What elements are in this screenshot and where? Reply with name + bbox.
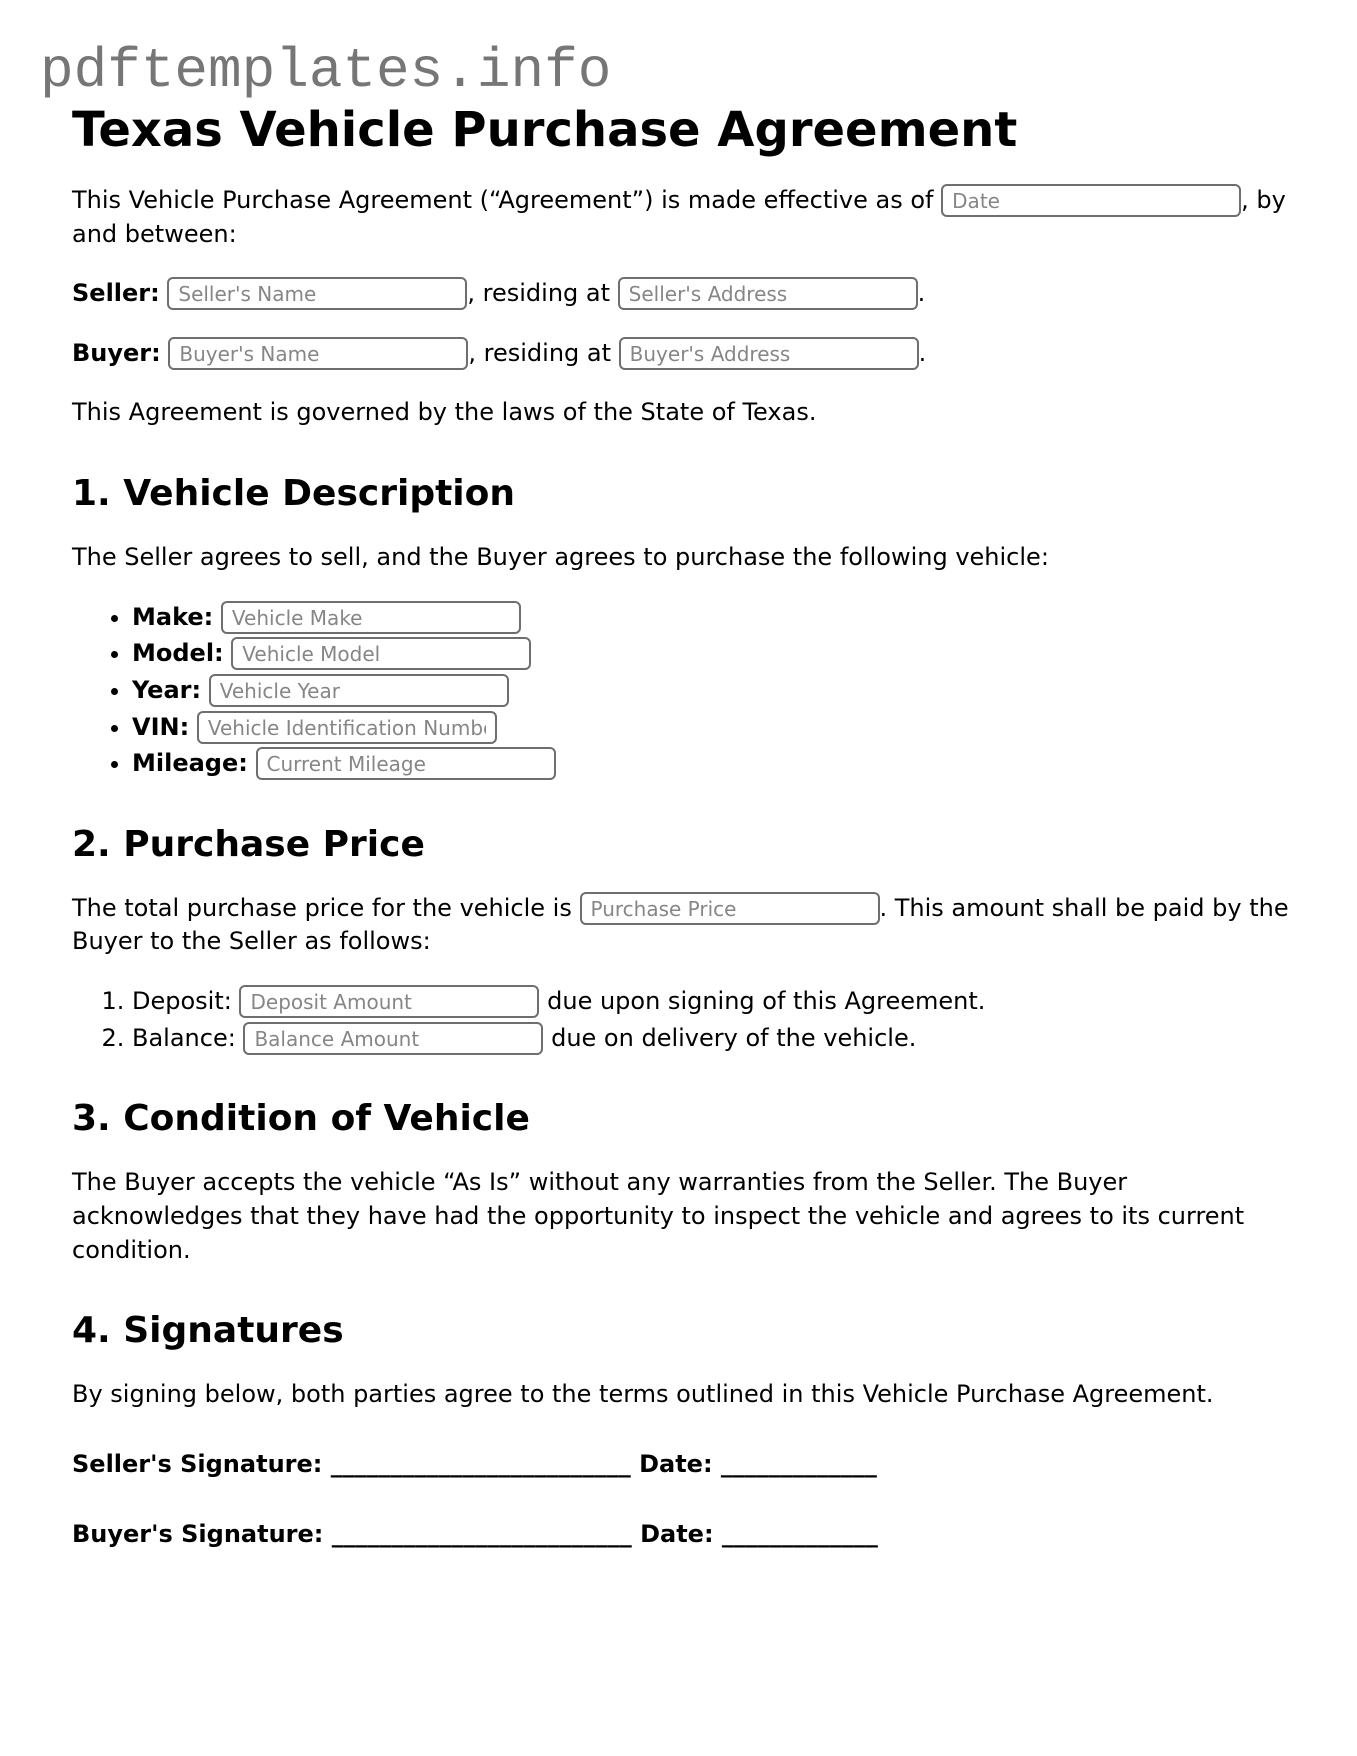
- governing-law-text: This Agreement is governed by the laws of the State of Texas.: [72, 398, 817, 427]
- list-item-mileage: [132, 747, 1290, 781]
- make-label: Make:: [132, 602, 214, 631]
- buyer-signature-label: Buyer's Signature:: [72, 1519, 324, 1548]
- seller-signature-line: _________________________: [330, 1450, 631, 1479]
- mileage-input[interactable]: [256, 747, 556, 780]
- section-heading-vehicle-description: 1. Vehicle Description: [72, 472, 516, 514]
- seller-label: Seller:: [72, 279, 160, 308]
- vehicle-description-intro: The Seller agrees to sell, and the Buyer agrees to purchase the following vehicle:: [72, 543, 1049, 572]
- balance-label: Balance:: [132, 1023, 236, 1052]
- balance-amount-input[interactable]: [243, 1022, 543, 1055]
- intro-paragraph: [72, 184, 1290, 251]
- seller-line-end: .: [917, 279, 926, 308]
- vehicle-fields-list: [72, 601, 1290, 781]
- buyer-label: Buyer:: [72, 338, 161, 367]
- balance-suffix-text: due on delivery of the vehicle.: [551, 1023, 917, 1052]
- list-item-balance: [132, 1022, 1290, 1056]
- purchase-price-after-text: . This amount shall be paid by the Buyer to the Seller as follows:: [72, 893, 1289, 956]
- list-item-year: [132, 674, 1290, 708]
- buyer-line-end: .: [918, 338, 927, 367]
- buyer-address-input[interactable]: [619, 337, 919, 370]
- list-item-make: [132, 601, 1290, 635]
- seller-name-input[interactable]: [167, 277, 467, 310]
- intro-after-date-text: , by and between:: [72, 185, 1286, 248]
- signatures-body-text: By signing below, both parties agree to the terms outlined in this Vehicle Purchase Agreement.: [72, 1380, 1214, 1409]
- site-logo: pdftemplates.info: [40, 39, 612, 103]
- list-item-deposit: [132, 985, 1290, 1019]
- purchase-price-input[interactable]: [580, 892, 880, 925]
- section-heading-signatures: 4. Signatures: [72, 1310, 344, 1352]
- year-input[interactable]: [209, 674, 509, 707]
- buyer-date-line: _____________: [721, 1519, 878, 1548]
- seller-line: [72, 277, 1290, 311]
- vin-input[interactable]: [197, 711, 497, 744]
- vin-label: VIN:: [132, 712, 190, 741]
- seller-signature-label: Seller's Signature:: [72, 1450, 323, 1479]
- deposit-amount-input[interactable]: [239, 985, 539, 1018]
- buyer-name-input[interactable]: [168, 337, 468, 370]
- seller-signature-row: [72, 1448, 1290, 1482]
- seller-residing-text: , residing at: [467, 279, 611, 308]
- payment-schedule-list: [72, 985, 1290, 1055]
- mileage-label: Mileage:: [132, 749, 248, 778]
- agreement-document: [72, 103, 1290, 1551]
- purchase-price-paragraph: [72, 892, 1290, 959]
- buyer-date-label: Date:: [640, 1519, 714, 1548]
- date-input[interactable]: [941, 184, 1241, 217]
- intro-effective-text: This Vehicle Purchase Agreement (“Agreement”) is made effective as of: [72, 185, 934, 214]
- seller-address-input[interactable]: [618, 277, 918, 310]
- page-title: Texas Vehicle Purchase Agreement: [72, 101, 1018, 158]
- deposit-label: Deposit:: [132, 987, 232, 1016]
- buyer-line: [72, 337, 1290, 371]
- list-item-vin: [132, 711, 1290, 745]
- make-input[interactable]: [221, 601, 521, 634]
- purchase-price-before-text: The total purchase price for the vehicle is: [72, 893, 572, 922]
- deposit-suffix-text: due upon signing of this Agreement.: [547, 987, 986, 1016]
- buyer-residing-text: , residing at: [468, 338, 612, 367]
- model-label: Model:: [132, 639, 224, 668]
- buyer-signature-row: [72, 1518, 1290, 1552]
- seller-date-label: Date:: [639, 1450, 713, 1479]
- list-item-model: [132, 637, 1290, 671]
- buyer-signature-line: _________________________: [331, 1519, 632, 1548]
- section-heading-purchase-price: 2. Purchase Price: [72, 823, 425, 865]
- section-heading-condition: 3. Condition of Vehicle: [72, 1098, 530, 1140]
- model-input[interactable]: [231, 637, 531, 670]
- year-label: Year:: [132, 675, 202, 704]
- seller-date-line: _____________: [720, 1450, 877, 1479]
- condition-body-text: The Buyer accepts the vehicle “As Is” without any warranties from the Seller. The Buyer acknowledges that they have had the opportunity to inspect the vehicle and agrees to its current condition.: [72, 1168, 1245, 1264]
